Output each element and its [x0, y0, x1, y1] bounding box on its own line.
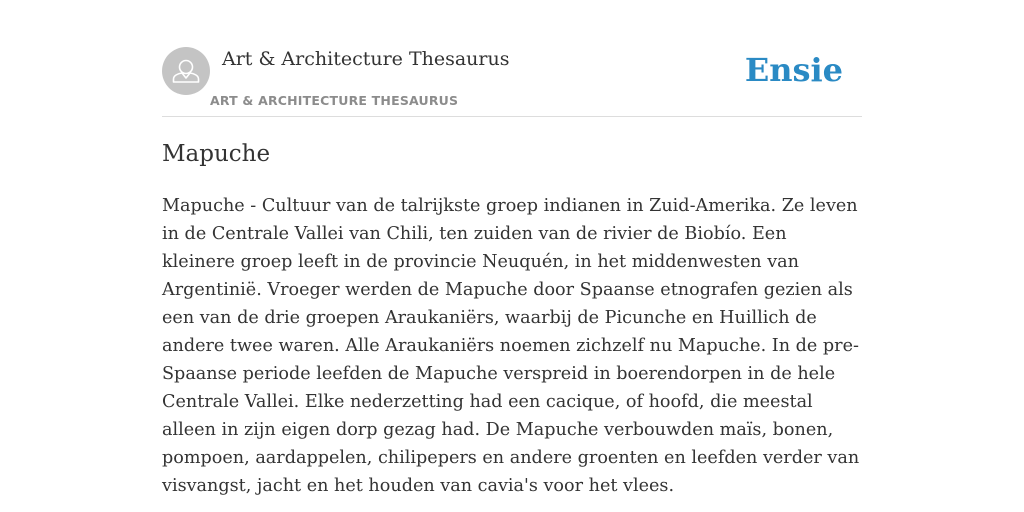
avatar[interactable]	[162, 47, 210, 95]
user-outline-icon	[162, 47, 210, 95]
article-body: Mapuche - Cultuur van de talrijkste groep indianen in Zuid-Amerika. Ze leven in de Centrale Vallei van Chili, ten zuiden van de rivier de Biobío. Een kleinere groep leeft in de provincie Neuquén, in het middenwesten van Argentinië. Vroeger werden de Mapuche door Spaanse etnografen gezien als een van de drie groepen Araukaniërs, waarbij de Picunche en Huillich de andere twee waren. Alle Araukaniërs noemen zichzelf nu Mapuche. In de pre-Spaanse periode leefden de Mapuche verspreid in boerendorpen in de hele Centrale Vallei. Elke nederzetting had een cacique, of hoofd, die meestal alleen in zijn eigen dorp gezag had. De Mapuche verbouwden maïs, bonen, pompoen, aardappelen, chilipepers en andere groenten en leefden verder van visvangst, jacht en het houden van cavia's voor het vlees.	[162, 196, 860, 496]
brand-logo[interactable]: Ensie	[744, 51, 843, 89]
source-subtitle[interactable]: ART & ARCHITECTURE THESAURUS	[210, 93, 459, 108]
source-header	[162, 44, 862, 117]
page-title: Mapuche	[162, 141, 271, 167]
source-title[interactable]: Art & Architecture Thesaurus	[222, 48, 510, 70]
